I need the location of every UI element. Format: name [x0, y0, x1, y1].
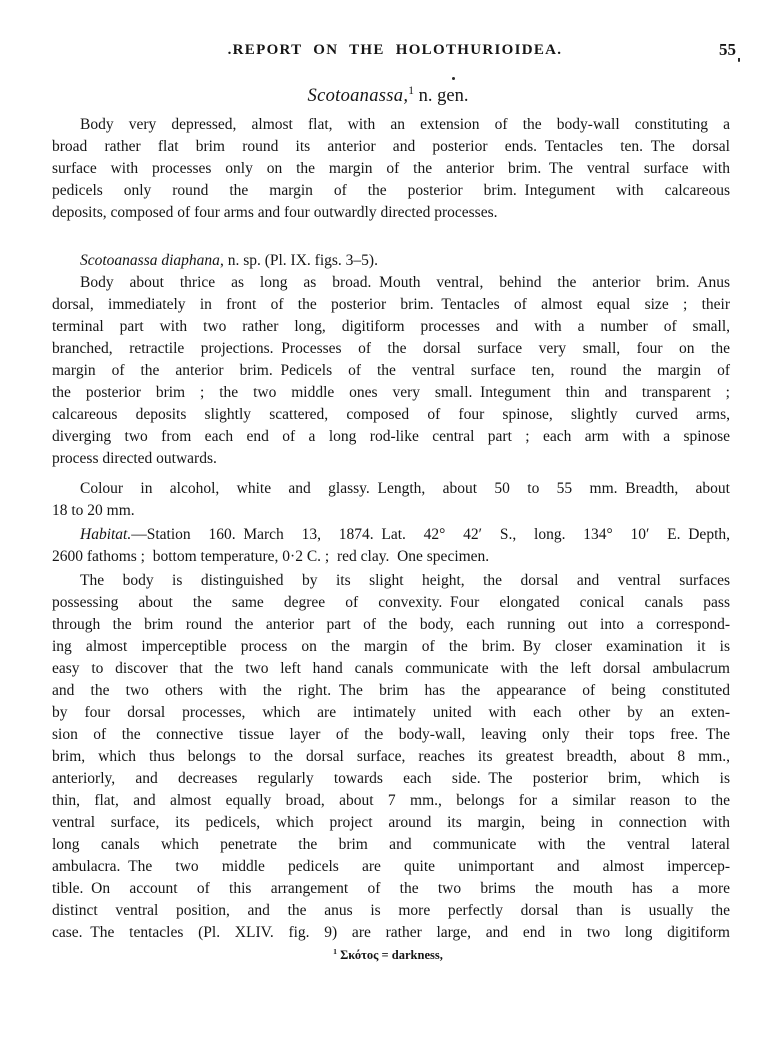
text-line: [52, 136, 730, 158]
running-title: .REPORT ON THE HOLOTHURIOIDEA.: [227, 42, 563, 58]
text-segment: through the brim round the anterior part of the body, each running out into a correspond-: [52, 616, 730, 633]
text-segment: margin of the anterior brim. Pedicels of the ventral surface ten, round the margin of: [52, 362, 730, 379]
text-segment: Body about thrice as long as broad. Mouth ventral, behind the anterior brim. Anus: [80, 274, 730, 291]
text-segment: 18 to 20 mm.: [52, 502, 135, 519]
species-description-paragraph: [52, 272, 730, 470]
text-line: [52, 680, 730, 702]
text-line: [52, 856, 730, 878]
discussion-paragraph: [52, 570, 730, 944]
text-segment: the posterior brim ; the two middle ones very small. Integument thin and transparent ;: [52, 384, 730, 401]
text-line: [52, 592, 730, 614]
text-line: [52, 768, 730, 790]
text-segment: tible. On account of this arrangement of the two brims the mouth has a more: [52, 880, 730, 897]
text-segment: process directed outwards.: [52, 450, 217, 467]
text-line: [52, 338, 730, 360]
text-segment: The body is distinguished by its slight height, the dorsal and ventral surfaces: [80, 572, 730, 589]
footnote-translation: = darkness,: [378, 948, 443, 962]
habitat-label: Habitat.: [80, 526, 132, 543]
text-line: [52, 900, 730, 922]
footnote-ref: 1: [333, 946, 337, 956]
text-line: [52, 878, 730, 900]
text-segment: branched, retractile projections. Processes of the dorsal surface very small, four on the: [52, 340, 730, 357]
scan-speck-artifact: [452, 77, 455, 80]
text-segment: diverging two from each end of a long rod-like central part ; each arm with a spinose: [52, 428, 730, 445]
species-heading: [52, 250, 730, 272]
text-line: [52, 636, 730, 658]
text-segment: long canals which penetrate the brim and communicate with the ventral lateral: [52, 836, 730, 853]
genus-footnote-ref: 1: [408, 84, 414, 97]
text-line: [52, 922, 730, 944]
text-segment: distinct ventral position, and the anus is more perfectly dorsal than is usually the: [52, 902, 730, 919]
footnote-greek-term: Σκότος: [340, 948, 379, 962]
species-name: Scotoanassa diaphana: [80, 252, 220, 269]
text-segment: case. The tentacles (Pl. XLIV. fig. 9) are rather large, and end in two long digitiform: [52, 924, 730, 941]
text-line: [52, 448, 730, 470]
text-line: [52, 790, 730, 812]
text-segment: and the two others with the right. The brim has the appearance of being constituted: [52, 682, 730, 699]
genus-description-paragraph: [52, 114, 730, 224]
text-line: [52, 404, 730, 426]
habitat-paragraph: [52, 524, 730, 568]
text-line: [52, 250, 730, 272]
body-text-column: [52, 114, 730, 944]
text-line: [52, 500, 730, 522]
text-segment: anteriorly, and decreases regularly towards each side. The posterior brim, which is: [52, 770, 730, 787]
text-line: [52, 614, 730, 636]
scan-speck-artifact: [738, 58, 740, 62]
text-segment: ing almost imperceptible process on the margin of the brim. By closer examination it is: [52, 638, 730, 655]
text-line: [52, 114, 730, 136]
text-line: [52, 360, 730, 382]
page-number: 55: [719, 40, 736, 59]
text-segment: thin, flat, and almost equally broad, about 7 mm., belongs for a similar reason to the: [52, 792, 730, 809]
text-segment: surface with processes only on the margin of the anterior brim. The ventral surface with: [52, 160, 730, 177]
text-line: [52, 316, 730, 338]
text-line: [52, 382, 730, 404]
text-segment: ventral surface, its pedicels, which project around its margin, being in connection with: [52, 814, 730, 831]
text-line: [52, 426, 730, 448]
text-segment: sion of the connective tissue layer of the body-wall, leaving only their tops free. The: [52, 726, 730, 743]
text-segment: deposits, composed of four arms and four outwardly directed processes.: [52, 204, 498, 221]
text-line: [52, 834, 730, 856]
text-segment: ambulacra. The two middle pedicels are quite unimportant and almost impercep-: [52, 858, 730, 875]
page-header: [52, 42, 738, 64]
text-line: [52, 294, 730, 316]
text-line: [52, 158, 730, 180]
text-line: [52, 658, 730, 680]
text-segment: by four dorsal processes, which are intimately united with each other by an exten-: [52, 704, 730, 721]
text-segment: pedicels only round the margin of the posterior brim. Integument with calcareous: [52, 182, 730, 199]
text-segment: easy to discover that the two left hand canals communicate with the left dorsal ambulacrum: [52, 660, 730, 677]
text-segment: possessing about the same degree of convexity. Four elongated conical canals pass: [52, 594, 730, 611]
text-line: [52, 180, 730, 202]
text-segment: 2600 fathoms ; bottom temperature, 0·2 C. ; red clay. One specimen.: [52, 548, 490, 565]
genus-name: Scotoanassa,: [307, 86, 409, 106]
genus-heading-suffix: n. gen.: [414, 86, 469, 106]
text-line: [52, 812, 730, 834]
text-line: [52, 546, 730, 568]
text-line: [52, 724, 730, 746]
text-line: [52, 570, 730, 592]
text-segment: Body very depressed, almost flat, with an extension of the body-wall constituting a: [80, 116, 730, 133]
text-line: [52, 478, 730, 500]
text-segment: calcareous deposits slightly scattered, composed of four spinose, slightly curved arms,: [52, 406, 730, 423]
text-segment: —Station 160. March 13, 1874. Lat. 42° 42′ S., long. 134° 10′ E. Depth,: [131, 526, 730, 543]
text-segment: brim, which thus belongs to the dorsal surface, reaches its greatest breadth, about 8 mm.,: [52, 748, 730, 765]
text-segment: , n. sp. (Pl. IX. figs. 3–5).: [219, 252, 378, 269]
text-line: [52, 702, 730, 724]
footnote: [0, 948, 776, 963]
text-line: [52, 524, 730, 546]
colour-size-paragraph: [52, 478, 730, 522]
text-segment: broad rather flat brim round its anterior and posterior ends. Tentacles ten. The dorsal: [52, 138, 730, 155]
text-line: [52, 746, 730, 768]
genus-heading: [0, 84, 776, 108]
text-segment: terminal part with two rather long, digitiform processes and with a number of small,: [52, 318, 730, 335]
text-segment: dorsal, immediately in front of the posterior brim. Tentacles of almost equal size ; their: [52, 296, 730, 313]
text-line: [52, 202, 730, 224]
text-line: [52, 272, 730, 294]
text-segment: Colour in alcohol, white and glassy. Length, about 50 to 55 mm. Breadth, about: [80, 480, 730, 497]
